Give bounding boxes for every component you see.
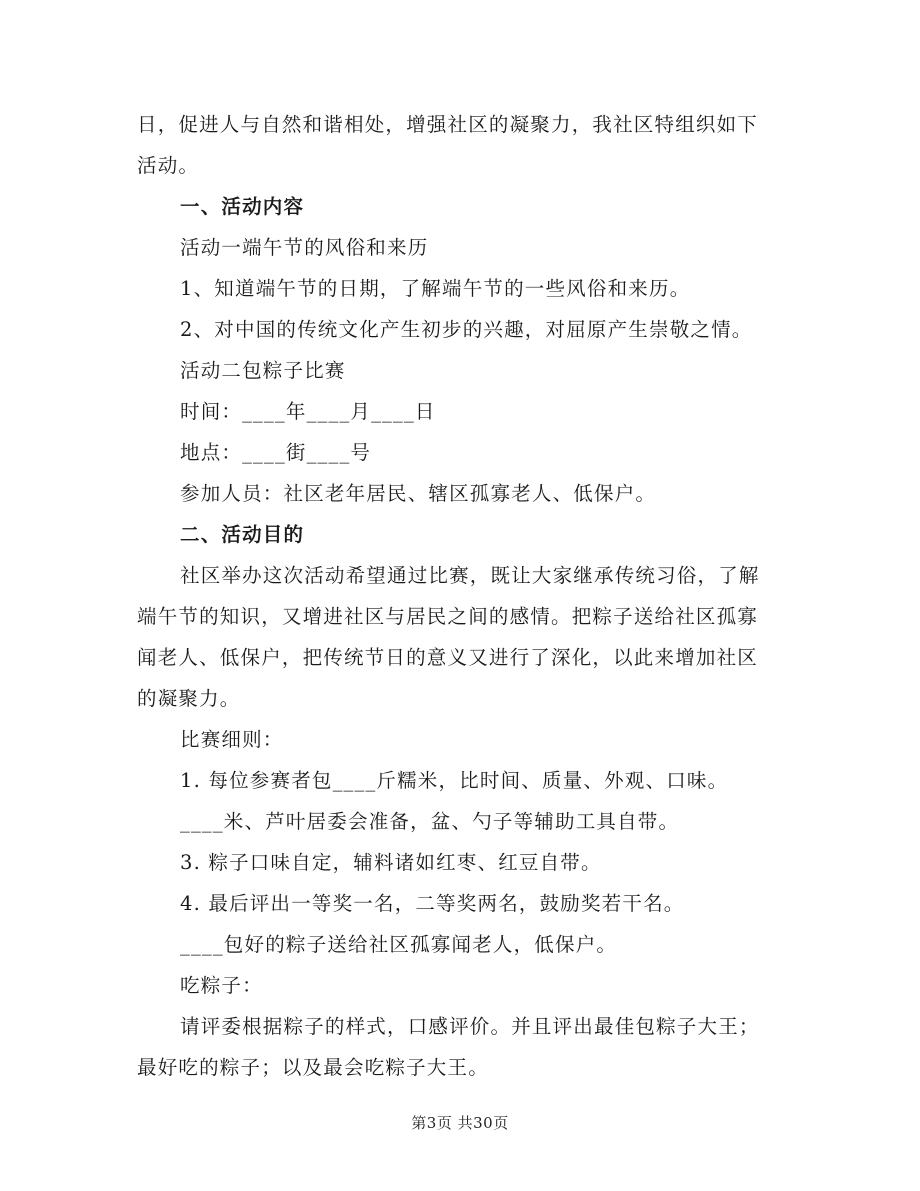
text-line: 闻老人、低保户，把传统节日的意义又进行了深化，以此来增加社区 bbox=[137, 646, 759, 669]
text-line: 地点：____街____号 bbox=[180, 441, 372, 464]
text-line: 的凝聚力。 bbox=[137, 687, 241, 710]
text-line: ____包好的粽子送给社区孤寡闻老人，低保户。 bbox=[180, 933, 618, 956]
text-line: 社区举办这次活动希望通过比赛，既让大家继承传统习俗，了解 bbox=[180, 564, 760, 587]
text-line: 参加人员：社区老年居民、辖区孤寡老人、低保户。 bbox=[180, 482, 657, 505]
section-heading: 一、活动内容 bbox=[180, 195, 305, 218]
page-number-footer: 第3页 共30页 bbox=[411, 1114, 509, 1132]
text-line: 吃粽子： bbox=[180, 974, 263, 997]
text-line: 比赛细则： bbox=[180, 728, 284, 751]
text-line: 最好吃的粽子；以及最会吃粽子大王。 bbox=[137, 1056, 489, 1079]
text-line: 活动一端午节的风俗和来历 bbox=[180, 236, 429, 259]
text-line: 活动二包粽子比赛 bbox=[180, 359, 346, 382]
text-line: 日，促进人与自然和谐相处，增强社区的凝聚力，我社区特组织如下 bbox=[137, 113, 759, 136]
text-line: ____米、芦叶居委会准备，盆、勺子等辅助工具自带。 bbox=[180, 810, 680, 833]
text-line: 1、知道端午节的日期，了解端午节的一些风俗和来历。 bbox=[180, 277, 691, 300]
text-line: 活动。 bbox=[137, 154, 200, 177]
text-line: 2、对中国的传统文化产生初步的兴趣，对屈原产生崇敬之情。 bbox=[180, 318, 753, 341]
text-line: 4. 最后评出一等奖一名，二等奖两名，鼓励奖若干名。 bbox=[180, 892, 685, 915]
text-line: 1. 每位参赛者包____斤糯米，比时间、质量、外观、口味。 bbox=[180, 769, 729, 792]
text-line: 端午节的知识，又增进社区与居民之间的感情。把粽子送给社区孤寡 bbox=[137, 605, 759, 628]
text-line: 3. 粽子口味自定，辅料诸如红枣、红豆自带。 bbox=[180, 851, 602, 874]
text-line: 时间：____年____月____日 bbox=[180, 400, 436, 423]
section-heading: 二、活动目的 bbox=[180, 523, 305, 546]
text-line: 请评委根据粽子的样式，口感评价。并且评出最佳包粽子大王； bbox=[180, 1015, 760, 1038]
document-body bbox=[137, 104, 787, 1088]
